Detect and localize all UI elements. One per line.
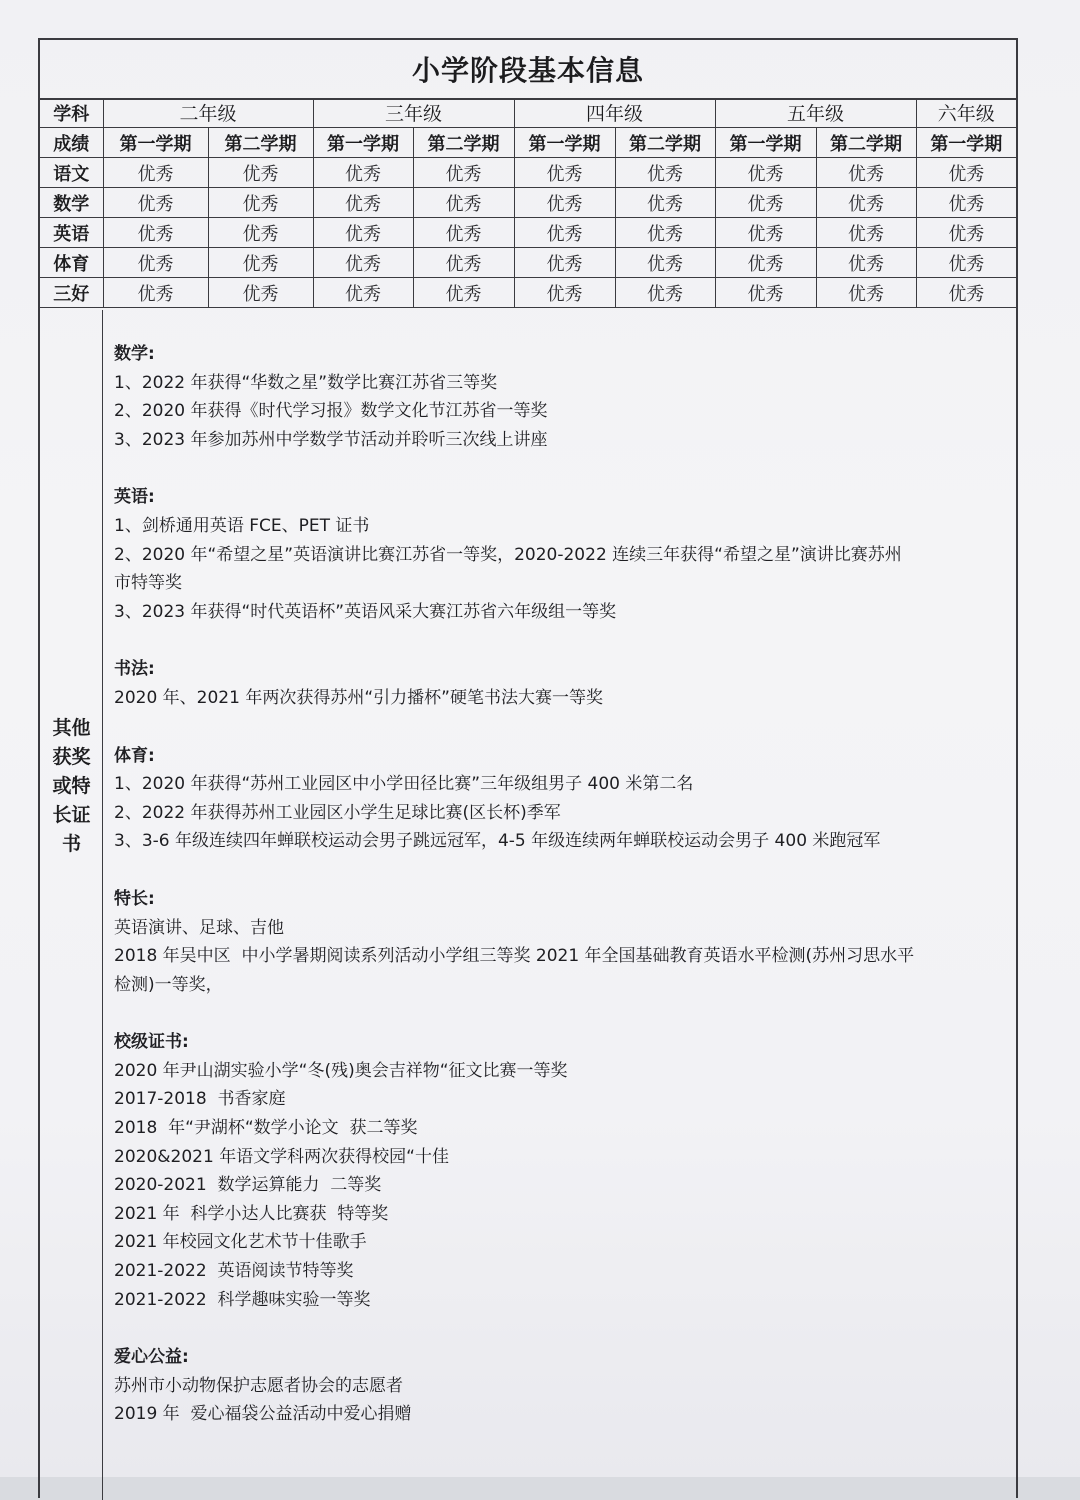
grade-value: 优秀 (615, 158, 715, 188)
corner-top-label: 学科 (40, 98, 103, 128)
grade-value: 优秀 (103, 158, 208, 188)
section-heading: 爱心公益: (114, 1347, 189, 1368)
grade-value: 优秀 (514, 158, 615, 188)
awards-section (40, 310, 1016, 1500)
grade-value: 优秀 (413, 248, 514, 278)
award-line: 2019 年 爱心福袋公益活动中爱心捐赠 (114, 1404, 412, 1425)
grade-value: 优秀 (313, 218, 413, 248)
award-line: 苏州市小动物保护志愿者协会的志愿者 (114, 1375, 403, 1396)
grade-value: 优秀 (514, 188, 615, 218)
grade-value: 优秀 (816, 278, 916, 308)
award-line: 市特等奖 (114, 573, 182, 594)
award-section (114, 1028, 1014, 1314)
awards-label (40, 714, 103, 859)
semester-header: 第一学期 (313, 128, 413, 158)
award-line: 2021 年 科学小达人比赛获 特等奖 (114, 1203, 389, 1224)
grade-value: 优秀 (715, 278, 816, 308)
subject-label: 体育 (40, 248, 103, 278)
award-line: 2、2020 年获得《时代学习报》数学文化节江苏省一等奖 (114, 401, 548, 422)
grade-value: 优秀 (313, 188, 413, 218)
award-section (114, 340, 1014, 454)
grade-value: 优秀 (615, 248, 715, 278)
grade-value: 优秀 (615, 218, 715, 248)
table-row (40, 158, 1016, 188)
grade-value: 优秀 (103, 278, 208, 308)
page-title: 小学阶段基本信息 (411, 54, 644, 87)
semester-header: 第一学期 (916, 128, 1016, 158)
award-section (114, 655, 1014, 712)
grade-header-row (40, 98, 1016, 128)
section-heading: 体育: (114, 745, 155, 766)
award-line: 1、2020 年获得“苏州工业园区中小学田径比赛”三年级组男子 400 米第二名 (114, 774, 694, 795)
award-line: 2、2020 年“希望之星”英语演讲比赛江苏省一等奖，2020-2022 连续三年获得“希望之星”演讲比赛苏州 (114, 544, 902, 565)
info-form (38, 38, 1018, 1498)
award-line: 英语演讲、足球、吉他 (114, 917, 284, 938)
grade-header: 四年级 (514, 98, 715, 128)
grade-value: 优秀 (313, 278, 413, 308)
grade-value: 优秀 (514, 218, 615, 248)
awards-label-line: 书 (61, 833, 81, 855)
awards-label-line: 获奖 (52, 746, 91, 768)
awards-label-column (40, 310, 103, 1500)
semester-header-row (40, 128, 1016, 158)
grade-value: 优秀 (208, 248, 313, 278)
grade-value: 优秀 (715, 248, 816, 278)
subject-label: 三好 (40, 278, 103, 308)
grade-value: 优秀 (916, 218, 1016, 248)
semester-header: 第二学期 (615, 128, 715, 158)
grade-value: 优秀 (103, 248, 208, 278)
grade-value: 优秀 (916, 248, 1016, 278)
awards-content (114, 340, 1014, 1458)
grade-value: 优秀 (208, 158, 313, 188)
award-line: 2、2022 年获得苏州工业园区小学生足球比赛(区长杯)季军 (114, 802, 561, 823)
award-line: 2020&2021 年语文学科两次获得校园“十佳 (114, 1146, 449, 1167)
grade-value: 优秀 (514, 248, 615, 278)
table-row (40, 188, 1016, 218)
grade-value: 优秀 (816, 248, 916, 278)
award-section (114, 483, 1014, 626)
grade-value: 优秀 (916, 158, 1016, 188)
table-row (40, 278, 1016, 308)
table-row (40, 248, 1016, 278)
subject-label: 英语 (40, 218, 103, 248)
award-line: 2021-2022 英语阅读节特等奖 (114, 1261, 354, 1282)
grade-value: 优秀 (313, 158, 413, 188)
awards-label-line: 或特 (52, 775, 91, 797)
grade-value: 优秀 (103, 218, 208, 248)
award-line: 2018 年“尹湖杯“数学小论文 获二等奖 (114, 1118, 418, 1139)
subject-label: 数学 (40, 188, 103, 218)
grade-value: 优秀 (816, 218, 916, 248)
section-heading: 校级证书: (114, 1032, 189, 1053)
awards-label-line: 其他 (52, 717, 91, 739)
grade-header: 三年级 (313, 98, 514, 128)
grade-header: 五年级 (715, 98, 916, 128)
awards-label-line: 长证 (52, 804, 91, 826)
grade-value: 优秀 (715, 158, 816, 188)
award-section (114, 1343, 1014, 1429)
grade-value: 优秀 (413, 218, 514, 248)
grade-value: 优秀 (816, 158, 916, 188)
grades-table (40, 98, 1016, 308)
award-line: 2020 年尹山湖实验小学“冬(残)奥会吉祥物“征文比赛一等奖 (114, 1060, 568, 1081)
grade-header: 六年级 (916, 98, 1016, 128)
grade-value: 优秀 (615, 188, 715, 218)
table-row (40, 218, 1016, 248)
corner-bottom-label: 成绩 (40, 128, 103, 158)
semester-header: 第一学期 (103, 128, 208, 158)
grade-value: 优秀 (208, 278, 313, 308)
grade-value: 优秀 (413, 158, 514, 188)
award-line: 3、3-6 年级连续四年蝉联校运动会男子跳远冠军，4-5 年级连续两年蝉联校运动会男子 400 米跑冠军 (114, 831, 881, 852)
grade-value: 优秀 (413, 278, 514, 308)
grade-value: 优秀 (208, 218, 313, 248)
award-line: 1、剑桥通用英语 FCE、PET 证书 (114, 515, 370, 536)
subject-label: 语文 (40, 158, 103, 188)
section-heading: 英语: (114, 487, 155, 508)
award-line: 3、2023 年参加苏州中学数学节活动并聆听三次线上讲座 (114, 429, 548, 450)
award-line: 检测)一等奖， (114, 974, 223, 995)
grade-value: 优秀 (715, 188, 816, 218)
award-line: 1、2022 年获得“华数之星”数学比赛江苏省三等奖 (114, 372, 498, 393)
semester-header: 第二学期 (816, 128, 916, 158)
grade-value: 优秀 (514, 278, 615, 308)
grade-value: 优秀 (916, 278, 1016, 308)
award-section (114, 742, 1014, 856)
section-heading: 数学: (114, 344, 155, 364)
semester-header: 第一学期 (514, 128, 615, 158)
award-line: 2021 年校园文化艺术节十佳歌手 (114, 1232, 367, 1253)
grade-value: 优秀 (715, 218, 816, 248)
award-line: 2017-2018 书香家庭 (114, 1089, 286, 1110)
semester-header: 第二学期 (208, 128, 313, 158)
semester-header: 第二学期 (413, 128, 514, 158)
grade-value: 优秀 (816, 188, 916, 218)
semester-header: 第一学期 (715, 128, 816, 158)
award-line: 2020 年、2021 年两次获得苏州“引力播杯”硬笔书法大赛一等奖 (114, 687, 603, 708)
grade-value: 优秀 (208, 188, 313, 218)
grade-value: 优秀 (413, 188, 514, 218)
grade-header: 二年级 (103, 98, 313, 128)
grade-value: 优秀 (916, 188, 1016, 218)
award-line: 2018 年吴中区 中小学暑期阅读系列活动小学组三等奖 2021 年全国基础教育英语水平检测(苏州习思水平 (114, 946, 915, 967)
award-line: 3、2023 年获得“时代英语杯”英语风采大赛江苏省六年级组一等奖 (114, 601, 617, 622)
title-row (40, 40, 1016, 100)
grade-value: 优秀 (313, 248, 413, 278)
grade-value: 优秀 (103, 188, 208, 218)
section-heading: 书法: (114, 659, 155, 680)
section-heading: 特长: (114, 888, 155, 909)
award-line: 2020-2021 数学运算能力 二等奖 (114, 1175, 382, 1196)
grade-value: 优秀 (615, 278, 715, 308)
award-section (114, 885, 1014, 999)
award-line: 2021-2022 科学趣味实验一等奖 (114, 1289, 371, 1310)
